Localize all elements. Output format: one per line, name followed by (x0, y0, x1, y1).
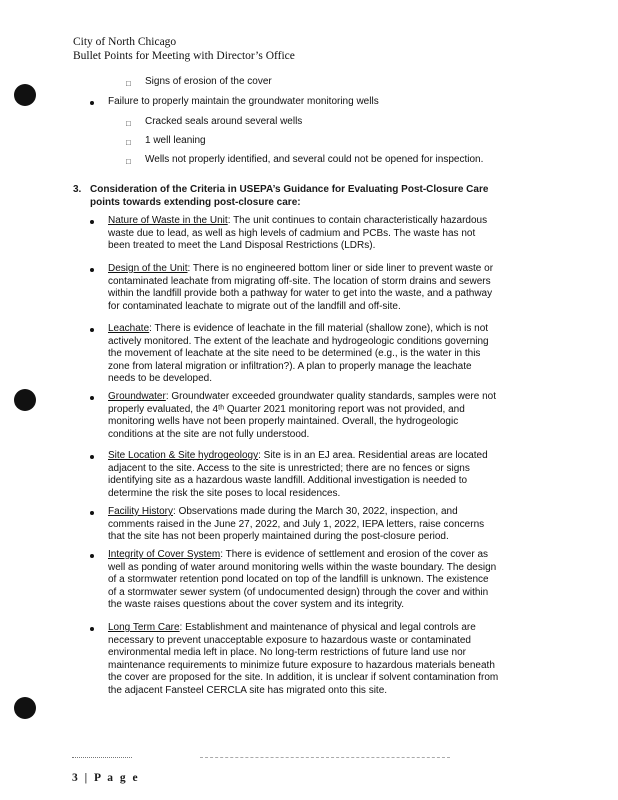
bullet-first-line (108, 450, 548, 463)
bullet-first-line (108, 506, 548, 519)
bullet-dot (90, 511, 94, 515)
bullet-first-line (108, 263, 548, 276)
bullet-line: the waste raises questions about the cover system and its integrity. (108, 599, 405, 611)
criteria-bullet (108, 506, 548, 544)
bullet-line: needs to be developed. (108, 373, 212, 385)
bullet-label: Site Location & Site hydrogeology (108, 450, 259, 461)
bullet-line: waste due to lead, as well as high levels of cadmium and PCBs. The waste has not (108, 227, 476, 239)
bullet-first-line (108, 622, 548, 635)
list-item: Cracked seals around several wells (145, 116, 303, 127)
criteria-bullet (108, 549, 548, 612)
bullet-line: adjacent to the site. Access to the site is unrestricted; there are no fences or signs (108, 462, 470, 474)
bullet-line: comments raised in the June 27, 2022, and July 1, 2022, IEPA letters, raise concerns (108, 518, 485, 530)
header-subject: Bullet Points for Meeting with Director’s Office (73, 50, 295, 62)
bullet-line: determine the risk the site poses to local residences. (108, 487, 341, 499)
bullet-text: : The unit continues to contain characteristically hazardous (227, 215, 488, 226)
section-title (90, 184, 488, 209)
bullet-label: Long Term Care (108, 622, 180, 633)
bullet-dot (90, 554, 94, 558)
bullet-label: Integrity of Cover System (108, 549, 221, 560)
square-bullet: □ (126, 157, 131, 166)
criteria-bullet (108, 450, 548, 500)
bullet-line: of a stormwater sewer system (of undocumented design) through the cover and within (108, 586, 489, 598)
bullet-label: Groundwater (108, 391, 166, 402)
footer-rule (72, 757, 132, 759)
square-bullet: □ (126, 119, 131, 128)
bullet-first-line (108, 549, 548, 562)
bullet-first-line (108, 323, 548, 336)
punch-hole-top (14, 84, 36, 106)
page-number: 3 | P a g e (72, 772, 140, 784)
criteria-bullet (108, 263, 548, 313)
bullet-label: Leachate (108, 323, 150, 334)
bullet-dot (90, 268, 94, 272)
list-item: Wells not properly identified, and several could not be opened for inspection. (145, 154, 484, 165)
bullet-line: contaminated leachate from migrating off-site. The location of storm drains and sewers (108, 275, 491, 287)
bullet-dot (90, 455, 94, 459)
list-item: 1 well leaning (145, 135, 206, 146)
bullet-line: properly evaluated, the 4ᵗʰ Quarter 2021 monitoring report was not provided, and (108, 403, 465, 415)
bullet-line: maintenance requirements to minimize future exposure to hazardous materials beneath (108, 659, 495, 671)
bullet-line: that the site has not been properly maintained during the post-closure period. (108, 531, 449, 543)
section-title-line: Consideration of the Criteria in USEPA’s Guidance for Evaluating Post-Closure Care (90, 184, 489, 195)
bullet-line: of a stormwater retention pond located on top of the landfill is unknown. The existence (108, 574, 489, 586)
bullet-line: conditions at the site are not fully understood. (108, 428, 310, 440)
bullet-text: : Groundwater exceeded groundwater quality standards, samples were not (165, 391, 496, 402)
bullet-line: for contaminated leachate to migrate out of the landfill and off-site. (108, 300, 401, 312)
bullet-text: : There is evidence of settlement and erosion of the cover as (220, 549, 489, 560)
bullet-line: the adjacent Fansteel CERCLA site has migrated onto this site. (108, 684, 388, 696)
bullet-label: Design of the Unit (108, 263, 188, 274)
bullet-label: Nature of Waste in the Unit (108, 215, 228, 226)
bullet-line: identifying site as a hazardous waste landfill. Additional investigation is needed to (108, 475, 468, 487)
bullet-line: the movement of leachate at the site need to be determined (e.g., is the water in this (108, 348, 481, 360)
bullet-line: actively monitored. The extent of the leachate and hydrogeologic conditions governing (108, 335, 489, 347)
bullet-line: within the landfill provide both a pathway for water to get into the waste, and a pathway (108, 288, 493, 300)
square-bullet: □ (126, 79, 131, 88)
bullet-label: Facility History (108, 506, 174, 517)
punch-hole-middle (14, 389, 36, 411)
bullet-dot (90, 101, 94, 105)
header-city: City of North Chicago (73, 36, 177, 48)
bullet-text: : There is evidence of leachate in the fill material (shallow zone), which is not (149, 323, 489, 334)
bullet-line: the cover are proposed for the site. In addition, it is unclear if solvent contamination from (108, 672, 499, 684)
bullet-line: necessary to prevent unacceptable exposure to hazardous waste or contaminated (108, 634, 471, 646)
bullet-line: monitoring wells have not been properly maintained. Overall, the hydrogeologic (108, 416, 459, 428)
bullet-dot (90, 627, 94, 631)
criteria-bullet (108, 215, 548, 253)
bullet-line: zone from lateral migration or infiltration?). A plan to properly manage the leachate (108, 360, 472, 372)
bullet-dot (90, 396, 94, 400)
square-bullet: □ (126, 138, 131, 147)
criteria-bullet (108, 323, 548, 386)
bullet-dot (90, 328, 94, 332)
section-number: 3. (73, 184, 82, 195)
bullet-text: : Establishment and maintenance of physical and legal controls are (179, 622, 476, 633)
section-title-line: points towards extending post-closure care: (90, 196, 301, 208)
bullet-text: : Site is in an EJ area. Residential areas are located (258, 450, 488, 461)
punch-hole-bottom (14, 697, 36, 719)
bullet-first-line (108, 215, 548, 228)
bullet-text: : There is no engineered bottom liner or side liner to prevent waste or (187, 263, 494, 274)
bullet-text: : Observations made during the March 30, 2022, inspection, and (173, 506, 458, 517)
list-item: Signs of erosion of the cover (145, 76, 272, 87)
bullet-first-line (108, 391, 548, 404)
bullet-line: well as ponding of water around monitoring wells within the waste boundary. The design (108, 561, 497, 573)
criteria-bullet (108, 391, 548, 441)
bullet-line: been treated to meet the Land Disposal Restrictions (LDRs). (108, 240, 376, 252)
bullet-line: environmental media left in place. No long-term restrictions of future land use nor (108, 647, 466, 659)
bullet-dot (90, 220, 94, 224)
footer-rule (200, 757, 450, 759)
criteria-bullet (108, 622, 548, 698)
list-item: Failure to properly maintain the groundwater monitoring wells (108, 96, 379, 107)
